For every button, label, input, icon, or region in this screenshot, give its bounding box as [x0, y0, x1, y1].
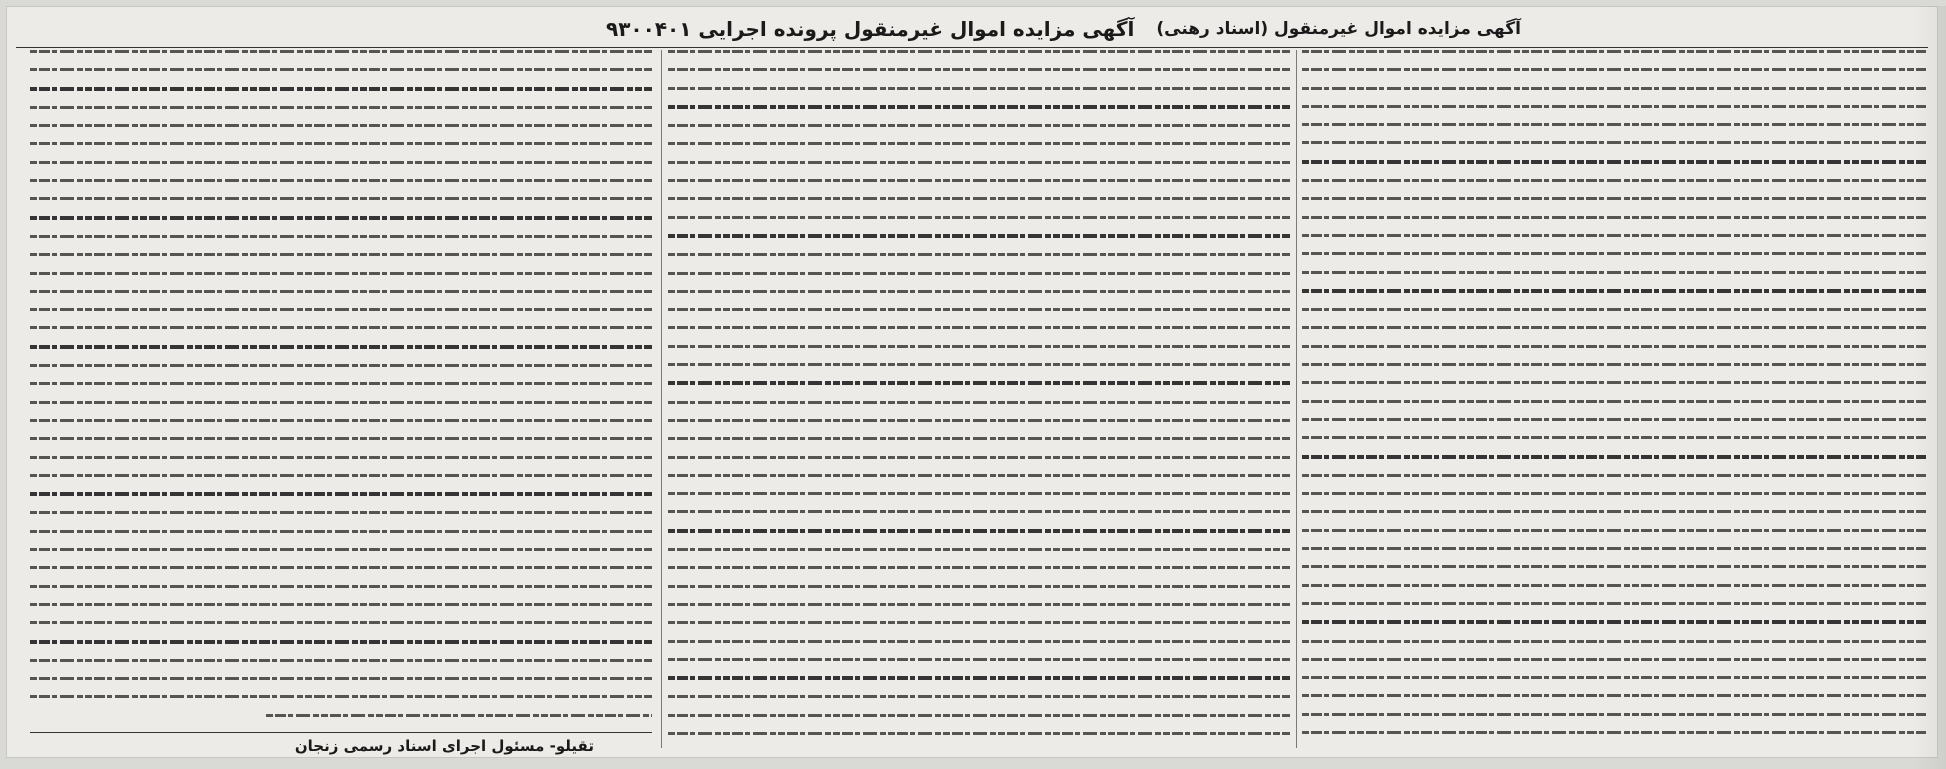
- column-divider: [1296, 50, 1297, 748]
- notice-subtitle: آگهی مزایده اموال غیرمنقول (اسناد رهنی): [1156, 19, 1521, 39]
- text-column-middle: [668, 50, 1290, 745]
- newspaper-page: [6, 6, 1938, 758]
- scan-edge-shadow: [1912, 6, 1946, 769]
- text-column-left: [30, 50, 652, 728]
- column-divider: [661, 50, 662, 748]
- text-column-right: [1302, 50, 1926, 745]
- notice-title: آگهی مزایده اموال غیرمنقول پرونده اجرایی ۹۳۰۰۴۰۱: [606, 17, 1135, 41]
- notice-signature: تقیلو- مسئول اجرای اسناد رسمی زنجان: [294, 737, 594, 755]
- notice-header: [606, 12, 1521, 46]
- header-rule: [16, 47, 1928, 48]
- footer-rule: [30, 732, 652, 733]
